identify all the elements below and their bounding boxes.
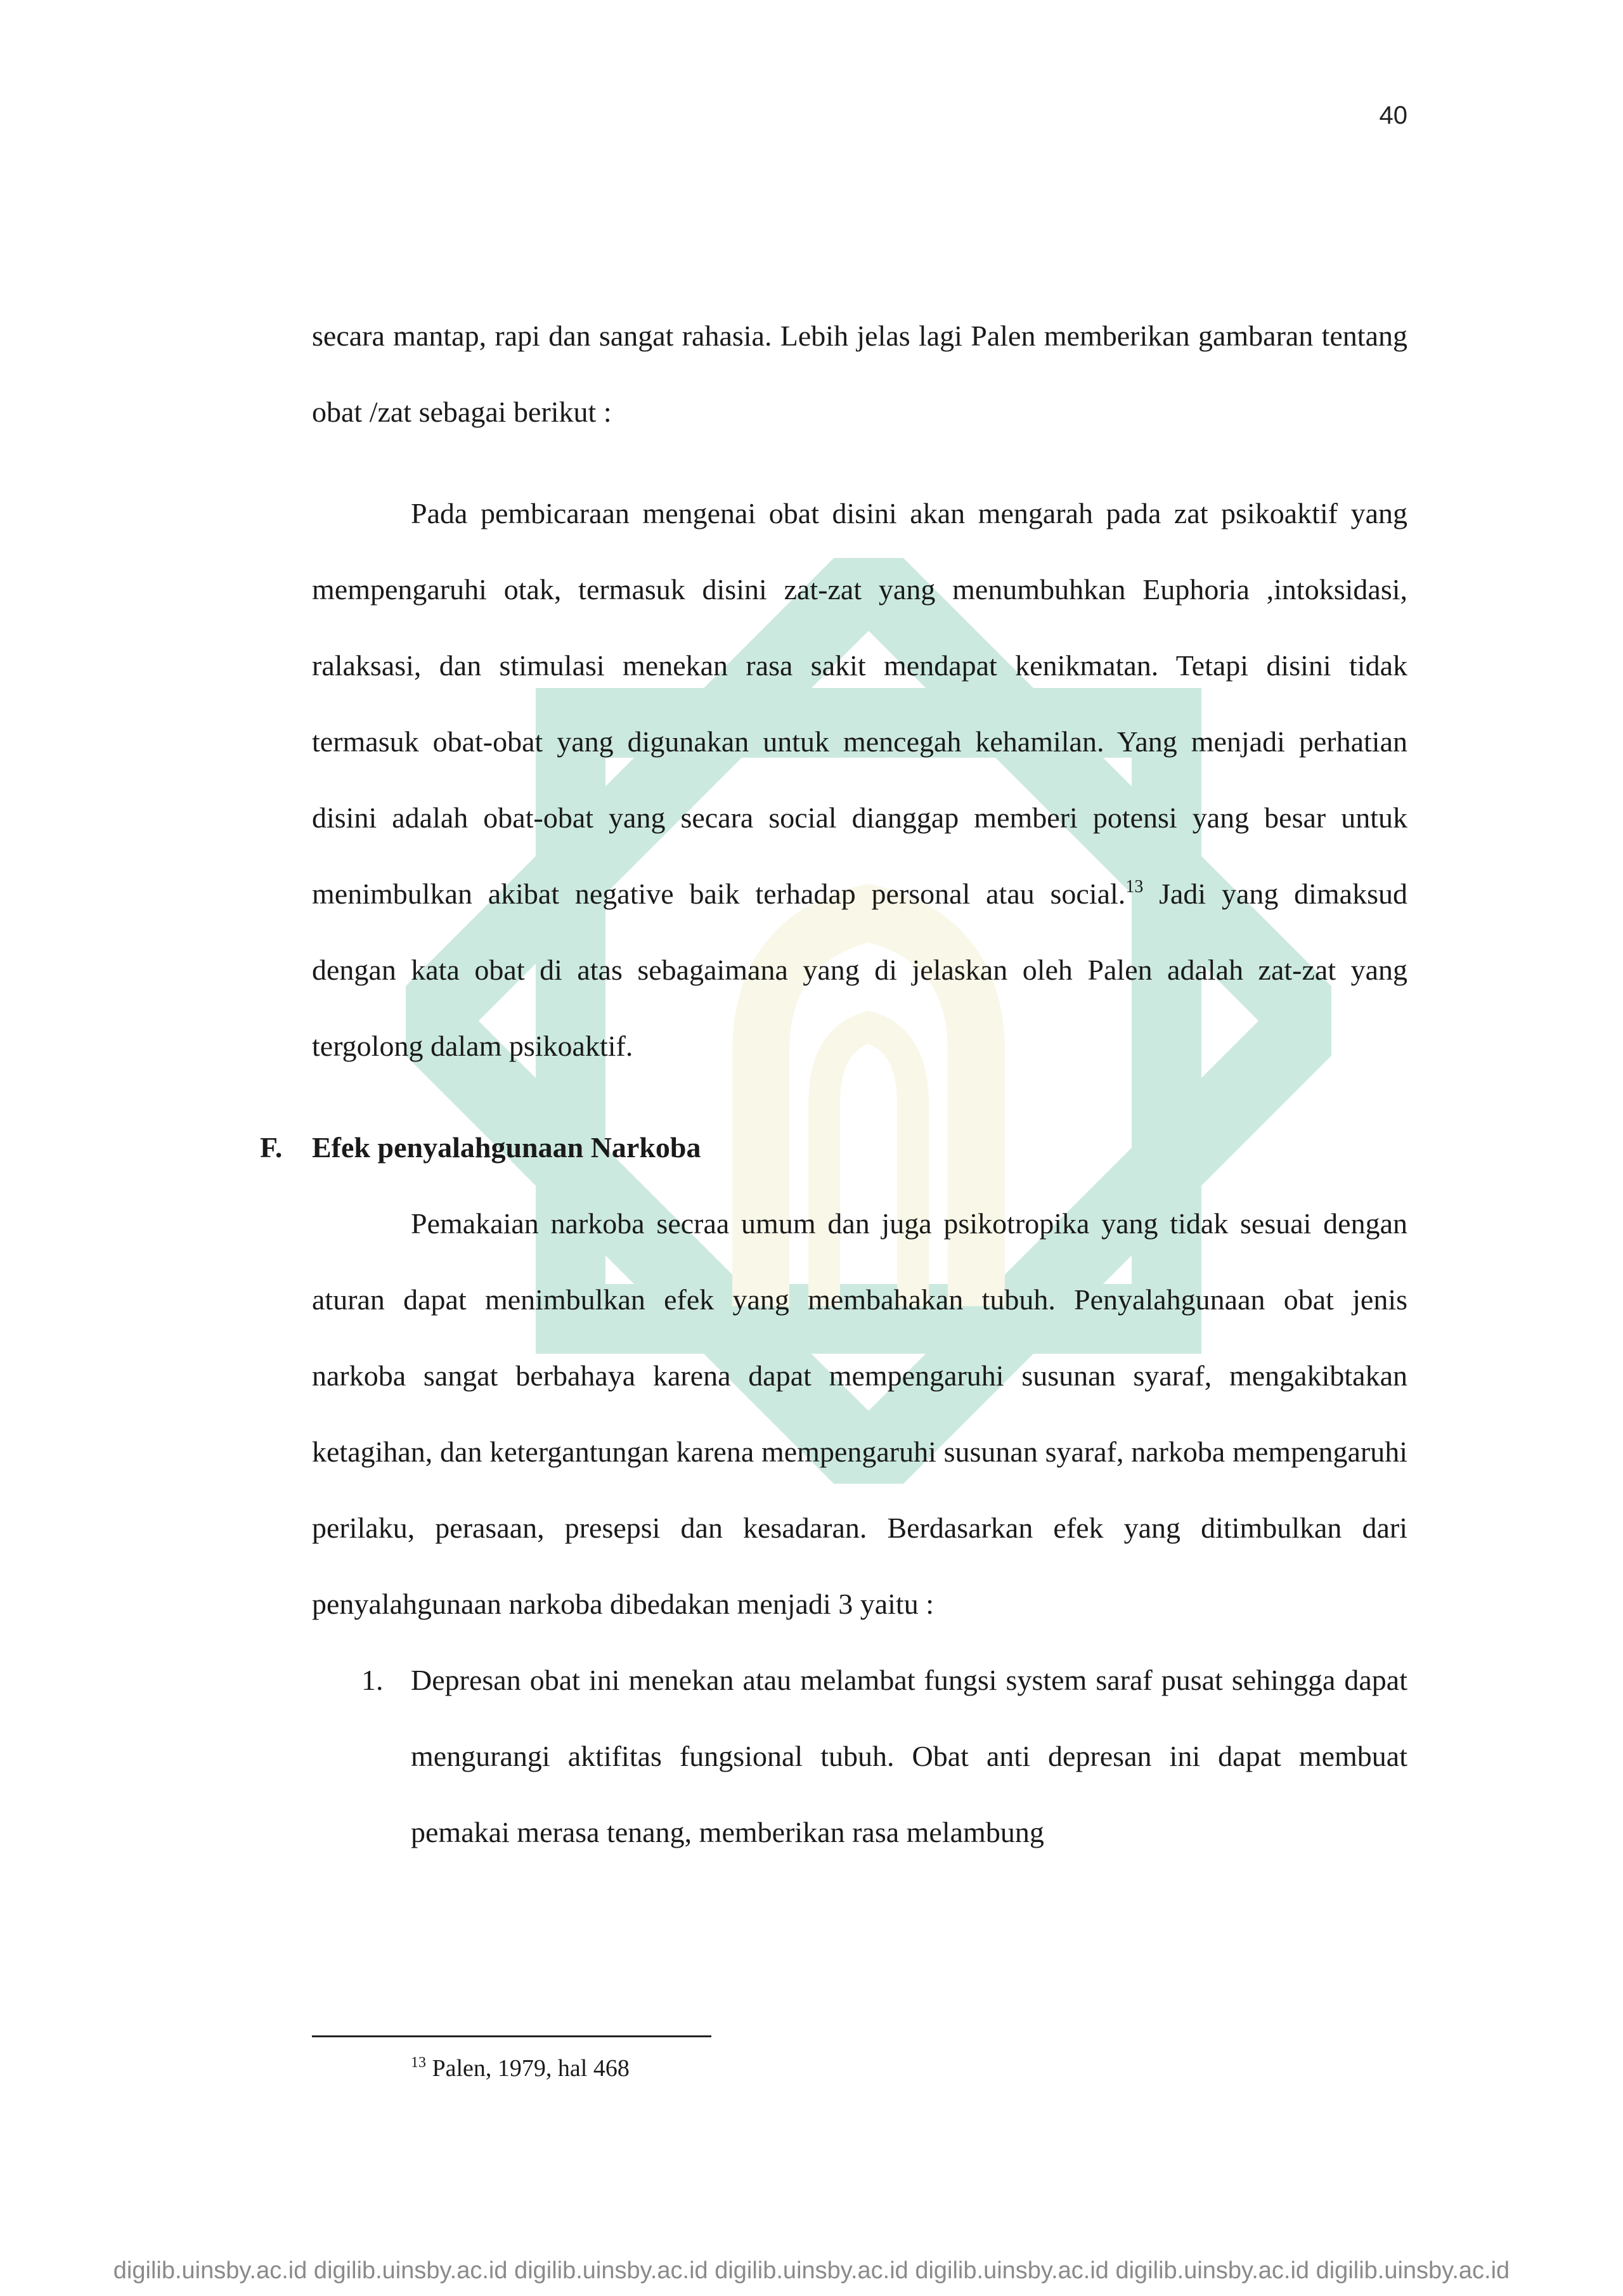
list-item [361,1642,1407,1871]
paragraph-quote [312,476,1407,1084]
section-letter: F. [260,1131,283,1164]
section-heading [260,1110,1407,1186]
footnote [411,2049,630,2087]
footer-watermark-links: digilib.uinsby.ac.id digilib.uinsby.ac.id digilib.uinsby.ac.id digilib.uinsby.ac.id digilib.uinsby.ac.id digilib.uinsby.ac.id digilib.uinsby.ac.id [113,2257,1510,2284]
footnote-reference[interactable]: 13 [1125,877,1144,897]
paragraph-quote-continuation: Jadi yang dimaksud dengan kata obat di atas sebagaimana yang di jelaskan oleh Palen adalah zat-zat yang tergolong dalam psikoaktif. [312,878,1407,1062]
list-item-number: 1. [361,1664,384,1696]
paragraph-quote-text: Pada pembicaraan mengenai obat disini akan mengarah pada zat psikoaktif yang mempengaruhi otak, termasuk disini zat-zat yang menumbuhkan Euphoria ,intoksidasi, ralaksasi, dan stimulasi menekan rasa sakit mendapat kenikmatan. Tetapi disini tidak termasuk obat-obat yang digunakan untuk mencegah kehamilan. Yang menjadi perhatian disini adalah obat-obat yang secara social dianggap memberi potensi yang besar untuk menimbulkan akibat negative baik terhadap personal atau social. [312,497,1407,910]
page-number: 40 [1379,101,1407,129]
footnote-divider [312,2035,711,2037]
page-body [260,298,1407,1871]
footnote-number: 13 [411,2054,426,2071]
footnote-text: Palen, 1979, hal 468 [426,2055,630,2082]
paragraph-intro: secara mantap, rapi dan sangat rahasia. Lebih jelas lagi Palen memberikan gambaran tentang obat /zat sebagai berikut : [312,320,1407,428]
list-item-text: Depresan obat ini menekan atau melambat fungsi system saraf pusat sehingga dapat mengurangi aktifitas fungsional tubuh. Obat anti depresan ini dapat membuat pemakai merasa tenang, memberikan rasa melambung [411,1664,1407,1848]
section-title: Efek penyalahgunaan Narkoba [312,1131,701,1164]
paragraph-section: Pemakaian narkoba secraa umum dan juga psikotropika yang tidak sesuai dengan aturan dapat menimbulkan efek yang membahakan tubuh. Penyalahgunaan obat jenis narkoba sangat berbahaya karena dapat mempengaruhi susunan syaraf, mengakibtakan ketagihan, dan ketergantungan karena mempengaruhi susunan syaraf, narkoba mempengaruhi perilaku, perasaan, presepsi dan kesadaran. Berdasarkan efek yang ditimbulkan dari penyalahgunaan narkoba dibedakan menjadi 3 yaitu : [312,1207,1407,1620]
